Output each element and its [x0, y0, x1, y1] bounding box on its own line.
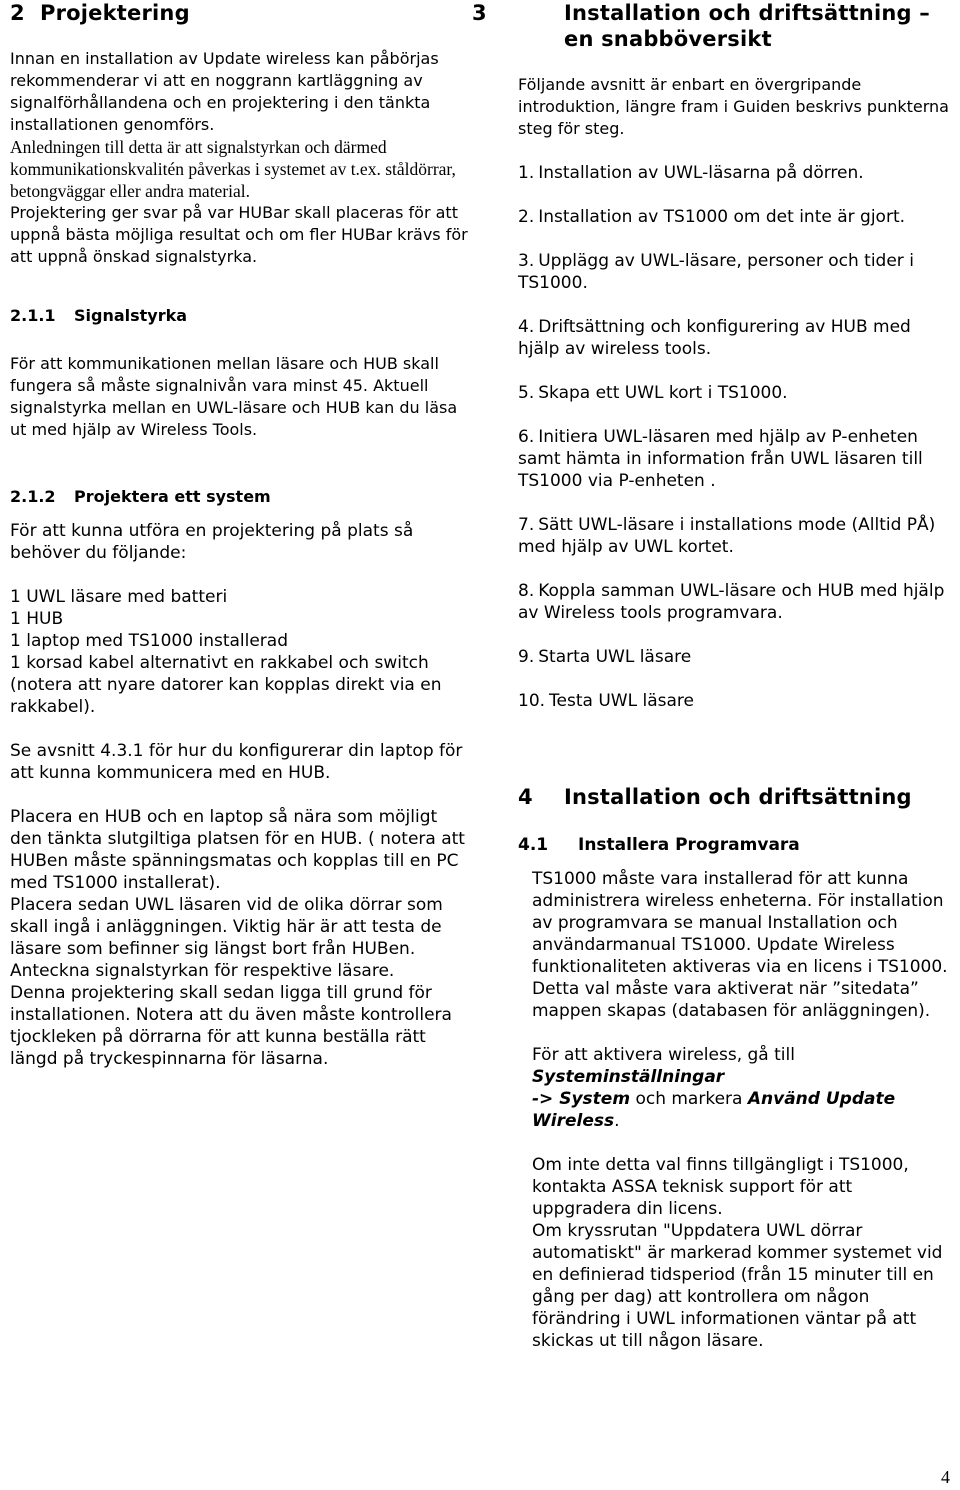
subsection-number: 2.1.2: [10, 487, 56, 506]
step-text: Testa UWL läsare: [549, 691, 694, 711]
step-text: Koppla samman UWL-läsare och HUB med hjälp av Wireless tools programvara.: [518, 581, 945, 623]
step-text: Starta UWL läsare: [538, 647, 692, 667]
list-item: 1 laptop med TS1000 installerad: [10, 631, 289, 651]
list-item: 1 korsad kabel alternativt en rakkabel och switch (notera att nyare datorer kan kopplas direkt via en rakkabel).: [10, 653, 442, 717]
step-item: [518, 250, 954, 294]
subsection-2-1-1-heading: [10, 305, 470, 327]
requirements-list: [10, 586, 470, 718]
section-2-intro: [10, 48, 470, 268]
step-item: [518, 162, 954, 184]
section-number: 3: [472, 1, 487, 25]
step-number: 3.: [518, 251, 535, 271]
install-software-body: [518, 868, 954, 1352]
license-paragraph: Om inte detta val finns tillgängligt i TS1000, kontakta ASSA teknisk support för att uppgradera din licens.: [532, 1155, 909, 1219]
section-3-heading: [472, 0, 954, 52]
activate-prefix: För att aktivera wireless, gå till: [532, 1045, 795, 1065]
subsection-title: Signalstyrka: [74, 306, 188, 325]
step-item: [518, 206, 954, 228]
see-section-paragraph: Se avsnitt 4.3.1 för hur du konfigurerar din laptop för att kunna kommunicera med en HUB.: [10, 741, 463, 783]
place-hub-paragraph: Placera en HUB och en laptop så nära som möjligt den tänkta slutgiltiga platsen för en HUB. ( notera att HUBen måste spänningsmatas och kopplas till en PC med TS1000 installerat).: [10, 807, 465, 893]
subsection-number: 4.1: [518, 835, 549, 855]
page-number: 4: [941, 1467, 950, 1487]
intro-paragraph-3: Projektering ger svar på var HUBar skall placeras för att uppnå bästa möjliga resultat och om fler HUBar krävs för att uppnå önskad signalstyrka.: [10, 203, 468, 266]
section-title: Projektering: [40, 1, 190, 25]
step-text: Initiera UWL-läsaren med hjälp av P-enheten samt hämta in information från UWL läsaren till TS1000 via P-enheten .: [518, 427, 923, 491]
step-text: Upplägg av UWL-läsare, personer och tider i TS1000.: [518, 251, 914, 293]
subsection-2-1-2-heading: [10, 486, 470, 508]
intro-paragraph-1: Innan en installation av Update wireless kan påbörjas rekommenderar vi att en noggrann kartläggning av signalförhållandena och en projektering i den tänkta installationen genomförs.: [10, 49, 439, 134]
step-item: [518, 580, 954, 624]
requirements-intro: För att kunna utföra en projektering på plats så behöver du följande:: [10, 521, 414, 563]
section-4-heading: [518, 784, 954, 810]
sitedata-paragraph: Detta val måste vara aktiverat när ”sitedata” mappen skapas (databasen för anläggningen).: [532, 979, 931, 1021]
menu-system: -> System: [532, 1089, 631, 1109]
step-item: [518, 426, 954, 492]
planning-basis-paragraph: Denna projektering skall sedan ligga till grund för installationen. Notera att du även måste kontrollera tjockleken på dörrarna för att kunna beställa rätt längd på tryckespinnarna för läsarna.: [10, 983, 452, 1069]
step-number: 5.: [518, 383, 535, 403]
right-column: [472, 0, 954, 1352]
activate-end: .: [614, 1111, 620, 1131]
step-text: Installation av UWL-läsarna på dörren.: [538, 163, 864, 183]
step-text: Driftsättning och konfigurering av HUB med hjälp av wireless tools.: [518, 317, 911, 359]
subsection-number: 2.1.1: [10, 306, 56, 325]
step-item: [518, 316, 954, 360]
step-text: Sätt UWL-läsare i installations mode (Alltid PÅ) med hjälp av UWL kortet.: [518, 515, 936, 557]
step-number: 1.: [518, 163, 535, 183]
step-number: 9.: [518, 647, 535, 667]
section-2-heading: [10, 0, 470, 26]
step-text: Skapa ett UWL kort i TS1000.: [538, 383, 788, 403]
step-item: [518, 646, 954, 668]
section-title: Installation och driftsättning – en snabböversikt: [564, 1, 930, 51]
install-paragraph: TS1000 måste vara installerad för att kunna administrera wireless enheterna. För installation av programvara se manual Installation och användarmanual TS1000. Update Wireless funktionaliteten aktiveras via en licens i TS1000.: [532, 869, 948, 977]
step-text: Installation av TS1000 om det inte är gjort.: [538, 207, 906, 227]
section-number: 4: [518, 785, 533, 809]
step-item: [518, 382, 954, 404]
step-item: [518, 690, 954, 712]
subsection-4-1-heading: [518, 834, 954, 856]
section-number: 2: [10, 1, 25, 25]
activate-mid: och markera: [630, 1089, 748, 1109]
list-item: 1 UWL läsare med batteri: [10, 587, 228, 607]
step-item: [518, 514, 954, 558]
left-column: [10, 0, 470, 1070]
steps-list: [518, 162, 954, 712]
subsection-title: Projektera ett system: [74, 487, 271, 506]
intro-paragraph-2: Anledningen till detta är att signalstyrkan och därmed kommunikationskvalitén påverkas i systemet av t.ex. ståldörrar, betongväggar eller andra material.: [10, 137, 456, 201]
step-number: 7.: [518, 515, 535, 535]
subsection-title: Installera Programvara: [578, 835, 800, 855]
signal-strength-paragraph: För att kommunikationen mellan läsare och HUB skall fungera så måste signalnivån vara minst 45. Aktuell signalstyrka mellan en UWL-läsare och HUB kan du läsa ut med hjälp av Wireless Tools.: [10, 354, 458, 439]
step-number: 4.: [518, 317, 535, 337]
step-number: 6.: [518, 427, 535, 447]
menu-use-update-wireless: Använd Update Wireless: [532, 1089, 896, 1131]
menu-systeminstallningar: Systeminställningar: [532, 1067, 725, 1087]
step-number: 2.: [518, 207, 535, 227]
section-title: Installation och driftsättning: [564, 785, 912, 809]
overview-intro: Följande avsnitt är enbart en övergripande introduktion, längre fram i Guiden beskrivs punkterna steg för steg.: [518, 75, 949, 138]
list-item: 1 HUB: [10, 609, 64, 629]
place-reader-paragraph: Placera sedan UWL läsaren vid de olika dörrar som skall ingå i anläggningen. Viktig här är att testa de läsare som befinner sig längst bort från HUBen. Anteckna signalstyrkan för respektive läsare.: [10, 895, 443, 981]
step-number: 8.: [518, 581, 535, 601]
activate-wireless-paragraph: [532, 1044, 954, 1132]
auto-update-paragraph: Om kryssrutan "Uppdatera UWL dörrar automatiskt" är markerad kommer systemet vid en definierad tidsperiod (från 15 minuter till en gång per dag) att kontrollera om någon förändring i UWL informationen väntar på att skickas ut till någon läsare.: [532, 1221, 943, 1351]
step-number: 10.: [518, 691, 546, 711]
